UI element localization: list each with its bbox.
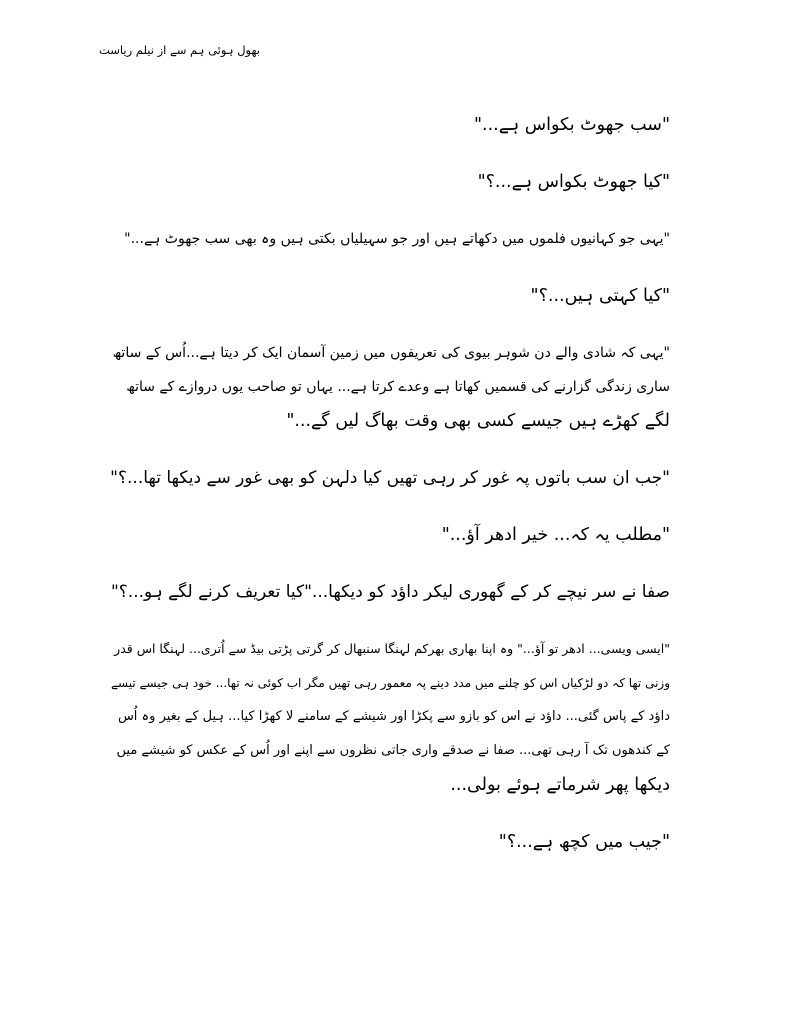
text-line: ساری زندگی گزارنے کی قسمیں کھاتا ہے وعدے کرتا ہے... یہاں تو صاحب یوں دروازے کے ساتھ <box>126 379 670 395</box>
text-line: لگے کھڑے ہیں جیسے کسی بھی وقت بھاگ لیں گے..." <box>286 411 670 431</box>
narration-paragraph <box>110 632 670 802</box>
narration-paragraph <box>110 575 670 609</box>
dialogue-paragraph <box>110 336 670 438</box>
text-line: وزنی تھا کہ دو لڑکیاں اس کو چلنے میں مدد دینے پہ معمور رہی تھیں مگر اب کوئی نہ تھا... خود ہی جیسے تیسے <box>110 676 670 690</box>
text-line: صفا نے سر نیچے کر کے گھوری لیکر داؤد کو دیکھا..."کیا تعریف کرنے لگے ہو...؟" <box>110 582 670 602</box>
text-line: دیکھا پھر شرماتے ہوئے بولی... <box>450 775 670 795</box>
text-line: "یہی جو کہانیوں فلموں میں دکھاتے ہیں اور جو سہیلیاں بکتی ہیں وہ بھی سب جھوٹ ہے..." <box>124 231 670 247</box>
text-line: "ایسی ویسی... ادھر تو آؤ..." وہ اپنا بھاری بھرکم لہنگا سنبھال کر گرتی پڑتی بیڈ سے اُتری... لہنگا اس قدر <box>114 641 670 656</box>
dialogue-paragraph <box>110 222 670 256</box>
text-line: "یہی کہ شادی والے دن شوہر بیوی کی تعریفوں میں زمین آسمان ایک کر دیتا ہے...اُس کے ساتھ <box>112 345 670 361</box>
text-line: "مطلب یہ کہ... خیر ادھر آؤ..." <box>441 525 670 545</box>
text-line: کے کندھوں تک آ رہی تھی... صفا نے صدقے واری جاتی نظروں سے اپنے اور اُس کے عکس کو شیشے میں <box>116 743 670 758</box>
dialogue-paragraph <box>110 518 670 552</box>
dialogue-paragraph <box>110 108 670 142</box>
text-line: "جیب میں کچھ ہے...؟" <box>498 832 670 852</box>
text-line: داؤد کے پاس گئی... داؤد نے اس کو بازو سے پکڑا اور شیشے کے سامنے لا کھڑا کیا... ہیل کے بغیر وہ اُس <box>117 709 670 724</box>
dialogue-paragraph <box>110 165 670 199</box>
dialogue-paragraph <box>110 461 670 495</box>
text-line: "سب جھوٹ بکواس ہے..." <box>473 115 670 135</box>
text-line: "کیا کہتی ہیں...؟" <box>530 286 670 306</box>
text-line: "کیا جھوٹ بکواس ہے...؟" <box>477 172 670 192</box>
dialogue-paragraph <box>110 279 670 313</box>
dialogue-paragraph <box>110 825 670 859</box>
running-header: بھول ہوئی ہم سے از نیلم ریاست <box>98 43 260 57</box>
text-line: "جب ان سب باتوں پہ غور کر رہی تھیں کیا دلہن کو بھی غور سے دیکھا تھا...؟" <box>110 468 670 488</box>
novel-body <box>110 108 670 882</box>
